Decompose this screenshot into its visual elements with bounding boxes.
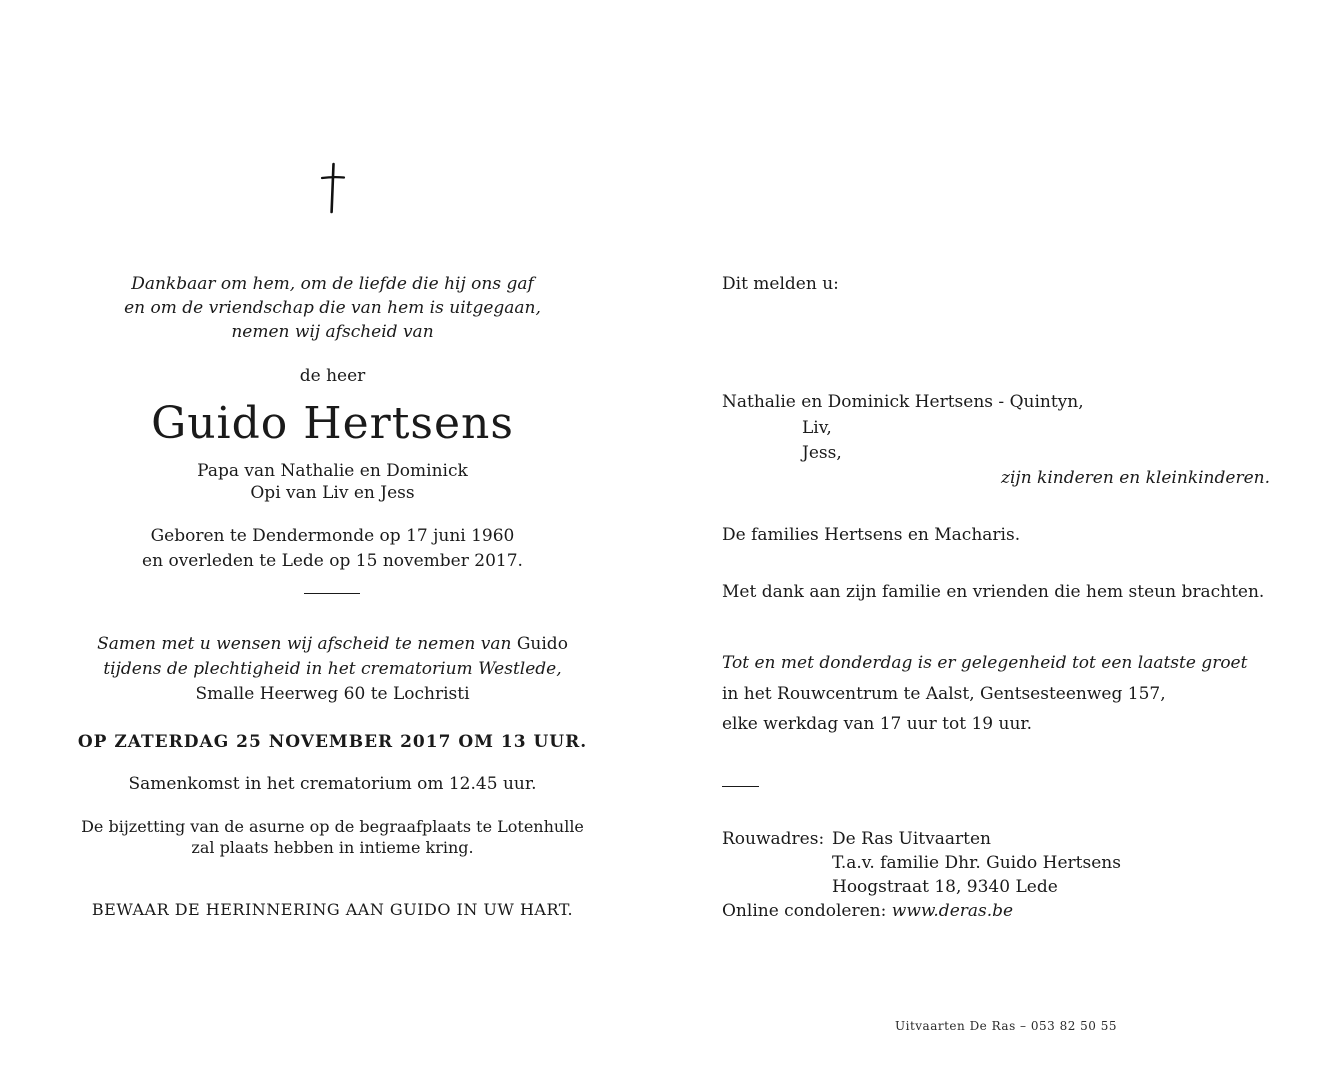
- announce-text: Dit melden u:: [722, 274, 839, 294]
- visitation-text: [722, 648, 1247, 740]
- address-line: De Ras Uitvaarten: [832, 829, 991, 849]
- right-panel: [722, 0, 1302, 1080]
- relation-line: Papa van Nathalie en Dominick: [197, 461, 468, 481]
- burial-text: [60, 816, 605, 858]
- family-line: Jess,: [802, 443, 842, 463]
- burial-line: zal plaats hebben in intieme kring.: [191, 838, 474, 857]
- intro-line: nemen wij afscheid van: [231, 322, 434, 342]
- families-text: De families Hertsens en Macharis.: [722, 525, 1021, 545]
- cross-icon: [60, 162, 605, 214]
- gathering-text: Samenkomst in het crematorium om 12.45 uur.: [128, 774, 537, 794]
- visitation-line: elke werkdag van 17 uur tot 19 uur.: [722, 714, 1033, 734]
- left-panel: [60, 0, 605, 1080]
- birth-line: Geboren te Dendermonde op 17 juni 1960: [150, 526, 515, 546]
- online-label: Online condoleren:: [722, 901, 887, 921]
- relations: [60, 460, 605, 504]
- family-description: zijn kinderen en kleinkinderen.: [1001, 468, 1270, 488]
- death-line: en overleden te Lede op 15 november 2017.: [142, 551, 523, 571]
- life-dates: [60, 524, 605, 574]
- visitation-line: Tot en met donderdag is er gelegenheid tot een laatste groet: [722, 653, 1248, 673]
- ceremony-italic: Samen met u wensen wij afscheid te nemen van: [97, 634, 512, 654]
- divider-line: [304, 593, 360, 594]
- ceremony-line: tijdens de plechtigheid in het crematorium Westlede,: [103, 659, 562, 679]
- relation-line: Opi van Liv en Jess: [250, 483, 415, 503]
- online-url[interactable]: www.deras.be: [891, 901, 1014, 921]
- intro-line: en om de vriendschap die van hem is uitgegaan,: [124, 298, 541, 318]
- burial-line: De bijzetting van de asurne op de begraafplaats te Lotenhulle: [81, 817, 584, 836]
- deceased-name: Guido Hertsens: [151, 398, 514, 449]
- intro-text: [60, 272, 605, 344]
- footer-contact: Uitvaarten De Ras – 053 82 50 55: [895, 1019, 1118, 1033]
- thanks-text: Met dank aan zijn familie en vrienden die hem steun brachten.: [722, 582, 1265, 602]
- divider-line: [722, 786, 759, 787]
- ceremony-line: Smalle Heerweg 60 te Lochristi: [195, 684, 470, 704]
- visitation-line: in het Rouwcentrum te Aalst, Gentsesteenweg 157,: [722, 683, 1166, 704]
- salutation: de heer: [299, 366, 366, 386]
- mourning-address: [722, 827, 1121, 923]
- address-line: T.a.v. familie Dhr. Guido Hertsens: [832, 853, 1121, 873]
- intro-line: Dankbaar om hem, om de liefde die hij ons gaf: [131, 274, 534, 294]
- memory-text: BEWAAR DE HERINNERING AAN GUIDO IN UW HART.: [91, 900, 574, 919]
- ceremony-name: Guido: [516, 634, 568, 654]
- address-label: Rouwadres:: [722, 829, 825, 849]
- family-list: [722, 390, 1084, 467]
- ceremony-line: [60, 632, 605, 657]
- ceremony-datetime: OP ZATERDAG 25 NOVEMBER 2017 OM 13 UUR.: [77, 732, 588, 752]
- cross-icon-svg: [318, 162, 348, 214]
- address-line: Hoogstraat 18, 9340 Lede: [832, 877, 1058, 897]
- online-condolence: [722, 899, 1121, 923]
- address-row: [722, 827, 1121, 851]
- family-line: Nathalie en Dominick Hertsens - Quintyn,: [722, 392, 1084, 412]
- ceremony-text: [60, 632, 605, 707]
- family-line: Liv,: [802, 417, 832, 438]
